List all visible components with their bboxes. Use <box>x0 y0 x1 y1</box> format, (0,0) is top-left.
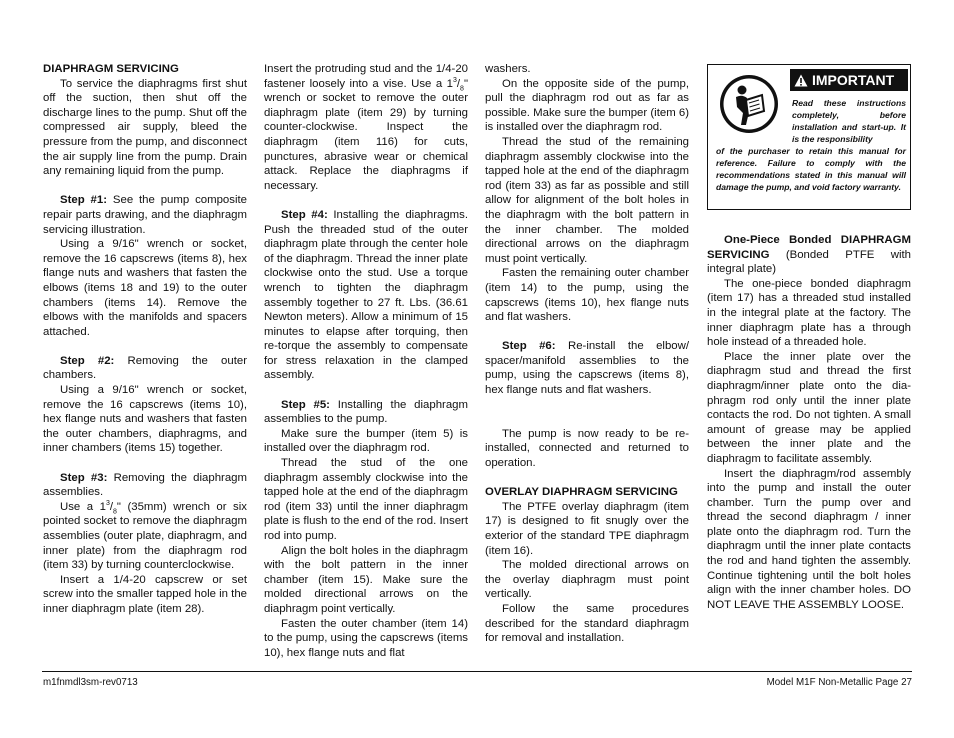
col2-paragraph-1 <box>264 62 468 193</box>
col3-paragraph-3: Fasten the remaining outer chamber (item 14) to the pump, using the capscrews (items 10), hex flange nuts and flat washers. <box>485 267 689 324</box>
warning-triangle-icon <box>794 74 808 87</box>
footer-document-code: m1fnmdl3sm-rev0713 <box>43 677 138 688</box>
step2-detail: Using a 9/16" wrench or socket, remove the 16 capscrews (items 10), hex flange nuts and washers that fasten the outer chambers, diaphragms, and inner chambers (items 15) together. <box>43 384 247 455</box>
fraction-numerator: 3 <box>105 500 110 508</box>
col3-paragraph-0: washers. <box>485 63 531 75</box>
intro-paragraph: To service the diaphragms first shut off the suction, then shut off the discharge lines to the pump. Shut off the compressed air supply, bleed the pressure from the pump, and disconnect the air supply line from the pump. Drain any remaining liquid from the pump. <box>43 77 247 178</box>
overlay-paragraph-3: Follow the same procedures described for the standard diaphragm for removal and installation. <box>485 602 689 645</box>
step3-detail-a: Use a 1 <box>60 500 106 513</box>
column-4 <box>707 233 911 612</box>
overlay-paragraph-1: The PTFE overlay diaphragm (item 17) is designed to fit snugly over the exterior of the standard TPE diaphragm (item 16). <box>485 500 689 557</box>
fraction-slash: / <box>456 77 461 90</box>
column-3 <box>485 62 689 646</box>
step5-text: Installing the diaphragm assemblies to the pump. <box>264 398 469 426</box>
step6-text: Re-install the elbow/ spacer/manifold assemblies to the pump, using the capscrews (items 8), hex flange nuts and flat washers. <box>485 340 690 397</box>
step4-text: Installing the diaphragms. Push the threaded stud of the outer diaphragm plate through the center hole of the diaphragm. Thread the inner plate clockwise onto the stud. Use a torque wrench to tighten the diaphragm assembly together to 27 ft. Lbs. (36.61 Newton meters). Allow a minimum of 15 minutes to elapse after torquing, then re-torque the assembly to compensate for stress relaxation in the clamped assembly. <box>264 208 469 382</box>
column-2 <box>264 62 468 660</box>
step1-label: Step #1: <box>60 194 108 207</box>
bonded-heading-paragraph <box>707 233 911 277</box>
step3-detail <box>43 500 247 573</box>
important-text-bottom: of the purchaser to retain this manual for reference. Failure to comply with the recommendations stated in this manual will damage the pump, and void factory warranty. <box>716 146 906 192</box>
col2-p1-b: " wrench or socket to remove the outer diaphragm plate (item 29) by turning counter-clockwise. Inspect the diaphragm (item 116) for cuts, punctures, abrasive wear or chemical attack. Replace the diaphragms if necessary. <box>264 77 468 192</box>
step6-paragraph <box>485 339 689 397</box>
important-text-top: Read these instructions completely, before installation and start-up. It is the responsibility <box>792 98 906 144</box>
step6-label: Step #6: <box>502 340 556 353</box>
fraction-numerator: 3 <box>452 76 457 84</box>
overlay-paragraph-2: The molded directional arrows on the overlay diaphragm must point vertically. <box>485 559 689 601</box>
step2-text: Removing the outer chambers. <box>43 354 247 382</box>
step5-detail-2: Thread the stud of the one diaphragm assembly clockwise into the tapped hole at the end of the diaphragm rod (item 33) until the inner diaphragm plate is flush to the end of the rod. Insert rod into pump. <box>264 457 468 542</box>
important-banner <box>790 69 908 91</box>
step2-paragraph <box>43 354 247 383</box>
step4-label: Step #4: <box>281 208 328 221</box>
step3-label: Step #3: <box>60 471 108 484</box>
bonded-paragraph-2: Place the inner plate over the diaphragm stud and thread the first diaphragm/inner plate onto the dia-phragm rod only until the inner plate contacts the rod. Do not tighten. A small amount of grease may be applied between the inner plate and the diaphragm to facilitate assembly. <box>707 350 911 465</box>
step5-detail-4: Fasten the outer chamber (item 14) to the pump, using the capscrews (items 10), hex flange nuts and flat <box>264 617 468 659</box>
heading-overlay-diaphragm-servicing: OVERLAY DIAPHRAGM SERVICING <box>485 486 678 499</box>
step3-paragraph <box>43 471 247 500</box>
step4-paragraph <box>264 208 468 383</box>
bonded-heading-rest: (Bonded PTFE with integral plate) <box>707 248 911 276</box>
step5-label: Step #5: <box>281 398 330 411</box>
fraction-denominator: 8 <box>460 84 464 92</box>
column-1 <box>43 62 247 617</box>
step3-text: Removing the diaphragm assemblies. <box>43 471 247 499</box>
heading-diaphragm-servicing: DIAPHRAGM SERVICING <box>43 63 179 75</box>
bonded-paragraph-3: Insert the diaphragm/rod assembly into the pump and install the outer chamber. Turn the pump over and thread the second diaphragm / inner plate onto the diaphragm rod. Turn the diaphragm until the inner plate contacts the rod and hand tighten the assembly. Continue tightening until the bolt holes align with the inner chamber holes. DO NOT LEAVE THE ASSEMBLY LOOSE. <box>707 467 911 611</box>
fraction-denominator: 8 <box>113 508 117 516</box>
fraction-slash: / <box>109 500 114 513</box>
step1-detail: Using a 9/16" wrench or socket, remove the 16 capscrews (items 8), hex flange nuts and washers that fasten the elbows (items 18 and 19) to the outer chambers (items 14). Remove the elbows with the manifolds and spacers attached. <box>43 238 247 338</box>
step1-text: See the pump composite repair parts drawing, and the diaphragm servicing illustration. <box>43 194 247 236</box>
important-notice-box <box>707 64 911 210</box>
ready-paragraph: The pump is now ready to be re-installed, connected and returned to operation. <box>485 427 689 470</box>
step5-detail-3: Align the bolt holes in the diaphragm with the bolt pattern in the inner chamber (item 15). Make sure the molded directional arrows on the diaphragm point vertically. <box>264 544 468 615</box>
footer-rule <box>42 671 912 672</box>
footer-page-info: Model M1F Non-Metallic Page 27 <box>766 677 912 688</box>
col3-paragraph-1: On the opposite side of the pump, pull the diaphragm rod out as far as possible. Make sure the bumper (item 6) is installed over the diaphragm rod. <box>485 77 689 134</box>
important-label: IMPORTANT <box>812 72 895 88</box>
col2-p1-a: Insert the protruding stud and the 1/4-20 fastener loosely into a vise. Use a 1 <box>264 63 468 90</box>
step5-paragraph <box>264 398 468 427</box>
heading-one-piece-bonded: One-Piece Bonded DIAPHRAGM SERVICING <box>707 234 911 261</box>
step3-detail-b: " (35mm) wrench or six pointed socket to remove the diaphragm assemblies (outer plate, diaphragm, and inner plate) from the diaphragm rod (item 33) by turning counterclockwise. <box>43 500 247 572</box>
bonded-paragraph-1: The one-piece bonded diaphragm (item 17) has a threaded stud installed in the integral plate at the factory. The inner diaphragm plate has a through hole instead of a threaded hole. <box>707 277 911 349</box>
step1-paragraph <box>43 193 247 237</box>
step5-detail-1: Make sure the bumper (item 5) is installed over the diaphragm rod. <box>264 427 468 455</box>
person-reading-manual-icon <box>718 73 780 135</box>
step3-detail-2: Insert a 1/4-20 capscrew or set screw into the smaller tapped hole in the inner diaphragm plate (item 28). <box>43 573 247 615</box>
col3-paragraph-2: Thread the stud of the remaining diaphragm assembly clockwise into the tapped hole at the end of the diaphragm rod (item 33) as far as possible and still allow for alignment of the bolt holes in the diaphragm with the bolt pattern in the inner chamber. The molded directional arrows on the diaphragm must point vertically. <box>485 135 689 265</box>
step2-label: Step #2: <box>60 354 115 367</box>
